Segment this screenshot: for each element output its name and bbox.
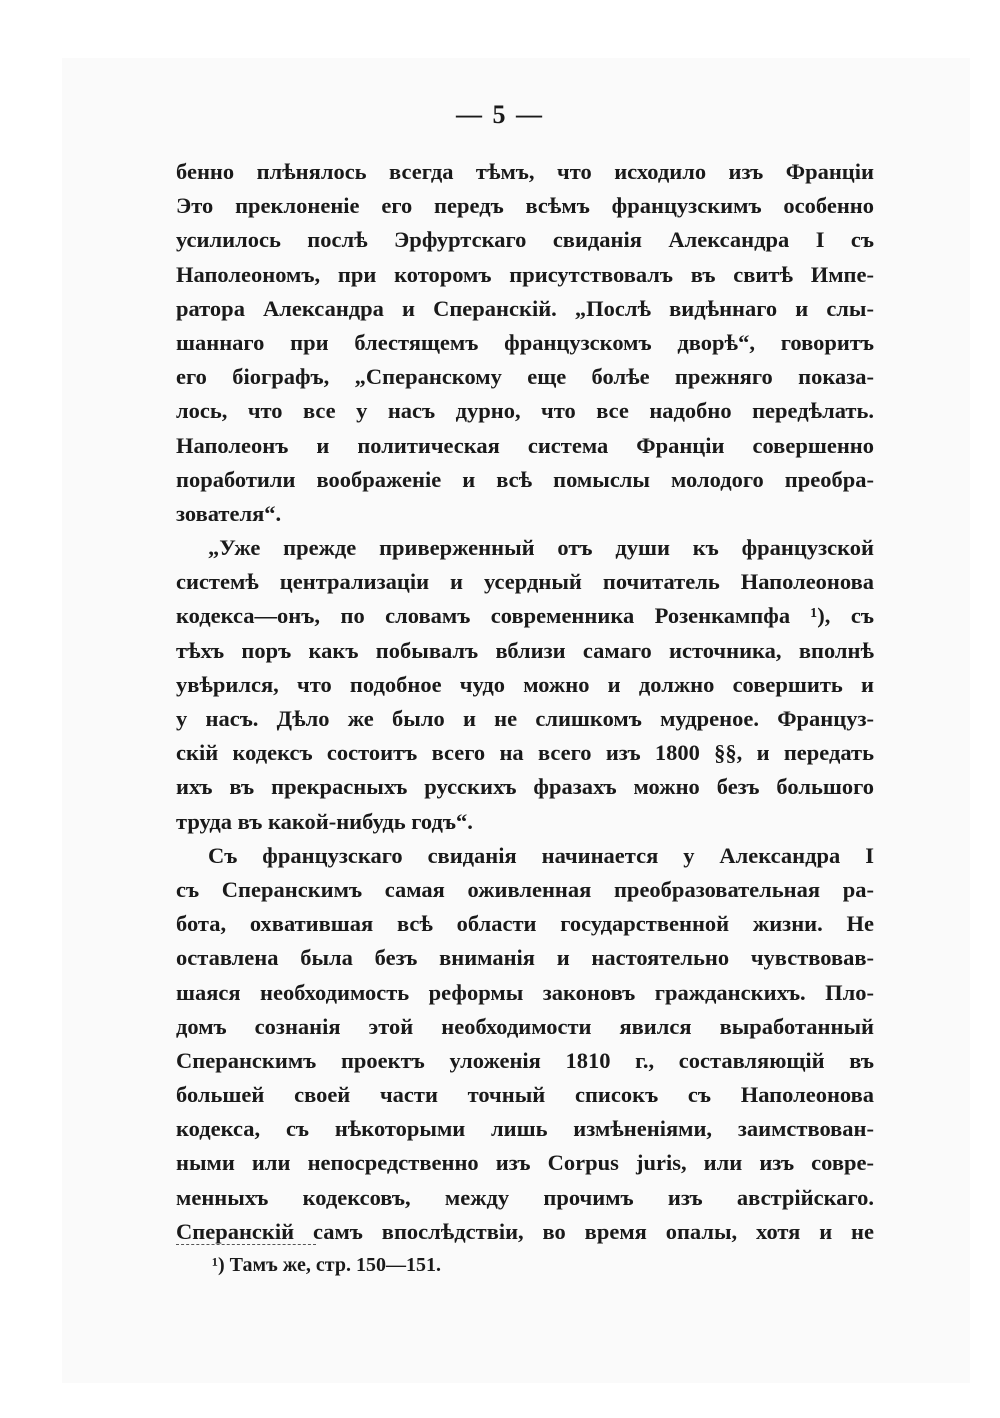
text-line: менныхъ кодексовъ, между прочимъ изъ австрійскаго.	[176, 1184, 874, 1210]
page-number: — 5 —	[456, 100, 544, 129]
text-line: шаяся необходимость реформы законовъ гражданскихъ. Пло-	[176, 979, 874, 1005]
text-line: Сперанскій самъ впослѣдствіи, во время опалы, хотя и не	[176, 1218, 874, 1244]
text-line: у насъ. Дѣло же было и не слишкомъ мудреное. Француз-	[176, 706, 874, 731]
text-line: „Уже прежде приверженный отъ души къ французской	[208, 535, 874, 561]
text-line: Сперанскимъ проектъ уложенія 1810 г., составляющій въ	[176, 1047, 874, 1073]
text-line: оставлена была безъ вниманія и настоятельно чувствовав-	[176, 945, 874, 971]
text-line: Съ французскаго свиданія начинается у Александра I	[208, 842, 874, 868]
text-line: поработили воображеніе и всѣ помыслы молодого преобра-	[176, 466, 874, 492]
text-line: кодекса—онъ, по словамъ современника Розенкампфа ¹), съ	[176, 603, 874, 629]
text-line: ихъ въ прекрасныхъ русскихъ фразахъ можно безъ большого	[176, 774, 874, 800]
text-line: шаннаго при блестящемъ французскомъ дворѣ“, говоритъ	[176, 329, 874, 355]
footnote-divider	[176, 1244, 316, 1245]
text-line: системѣ централизаціи и усердный почитатель Наполеонова	[176, 569, 874, 595]
text-line: бенно плѣнялось всегда тѣмъ, что исходило изъ Франціи	[176, 159, 874, 184]
text-line: усилилось послѣ Эрфуртскаго свиданія Александра I съ	[176, 227, 874, 253]
text-line: Это преклоненіе его передъ всѣмъ французскимъ особенно	[176, 193, 874, 219]
text-line: ными или непосредственно изъ Corpus juris, или изъ совре-	[176, 1150, 874, 1176]
text-line: ратора Александра и Сперанскій. „Послѣ видѣннаго и слы-	[176, 295, 874, 321]
text-line: его біографъ, „Сперанскому еще болѣе прежняго показа-	[176, 364, 874, 390]
text-line: кодекса, съ нѣкоторыми лишь измѣненіями, заимствован-	[176, 1116, 874, 1142]
footnote: ¹) Тамъ же, стр. 150—151.	[212, 1254, 441, 1276]
text-line: большей своей части точный списокъ съ Наполеонова	[176, 1082, 874, 1108]
text-line: лось, что все у насъ дурно, что все надобно передѣлать.	[176, 398, 874, 424]
text-line: Наполеономъ, при которомъ присутствовалъ въ свитѣ Импе-	[176, 261, 874, 287]
text-line: увѣрился, что подобное чудо можно и должно совершить и	[176, 671, 874, 697]
text-line: Наполеонъ и политическая система Франціи совершенно	[176, 432, 874, 458]
text-line: зователя“.	[176, 500, 282, 526]
text-line: труда въ какой-нибудь годъ“.	[176, 808, 473, 834]
text-line: домъ сознанія этой необходимости явился выработанный	[176, 1013, 874, 1039]
text-line: тѣхъ поръ какъ побывалъ вблизи самаго источника, вполнѣ	[176, 637, 874, 663]
text-line: съ Сперанскимъ самая оживленная преобразовательная ра-	[176, 876, 874, 902]
text-line: бота, охватившая всѣ области государственной жизни. Не	[176, 911, 874, 937]
text-line: скій кодексъ состоитъ всего на всего изъ 1800 §§, и передать	[176, 740, 874, 766]
body-text	[176, 155, 874, 1249]
